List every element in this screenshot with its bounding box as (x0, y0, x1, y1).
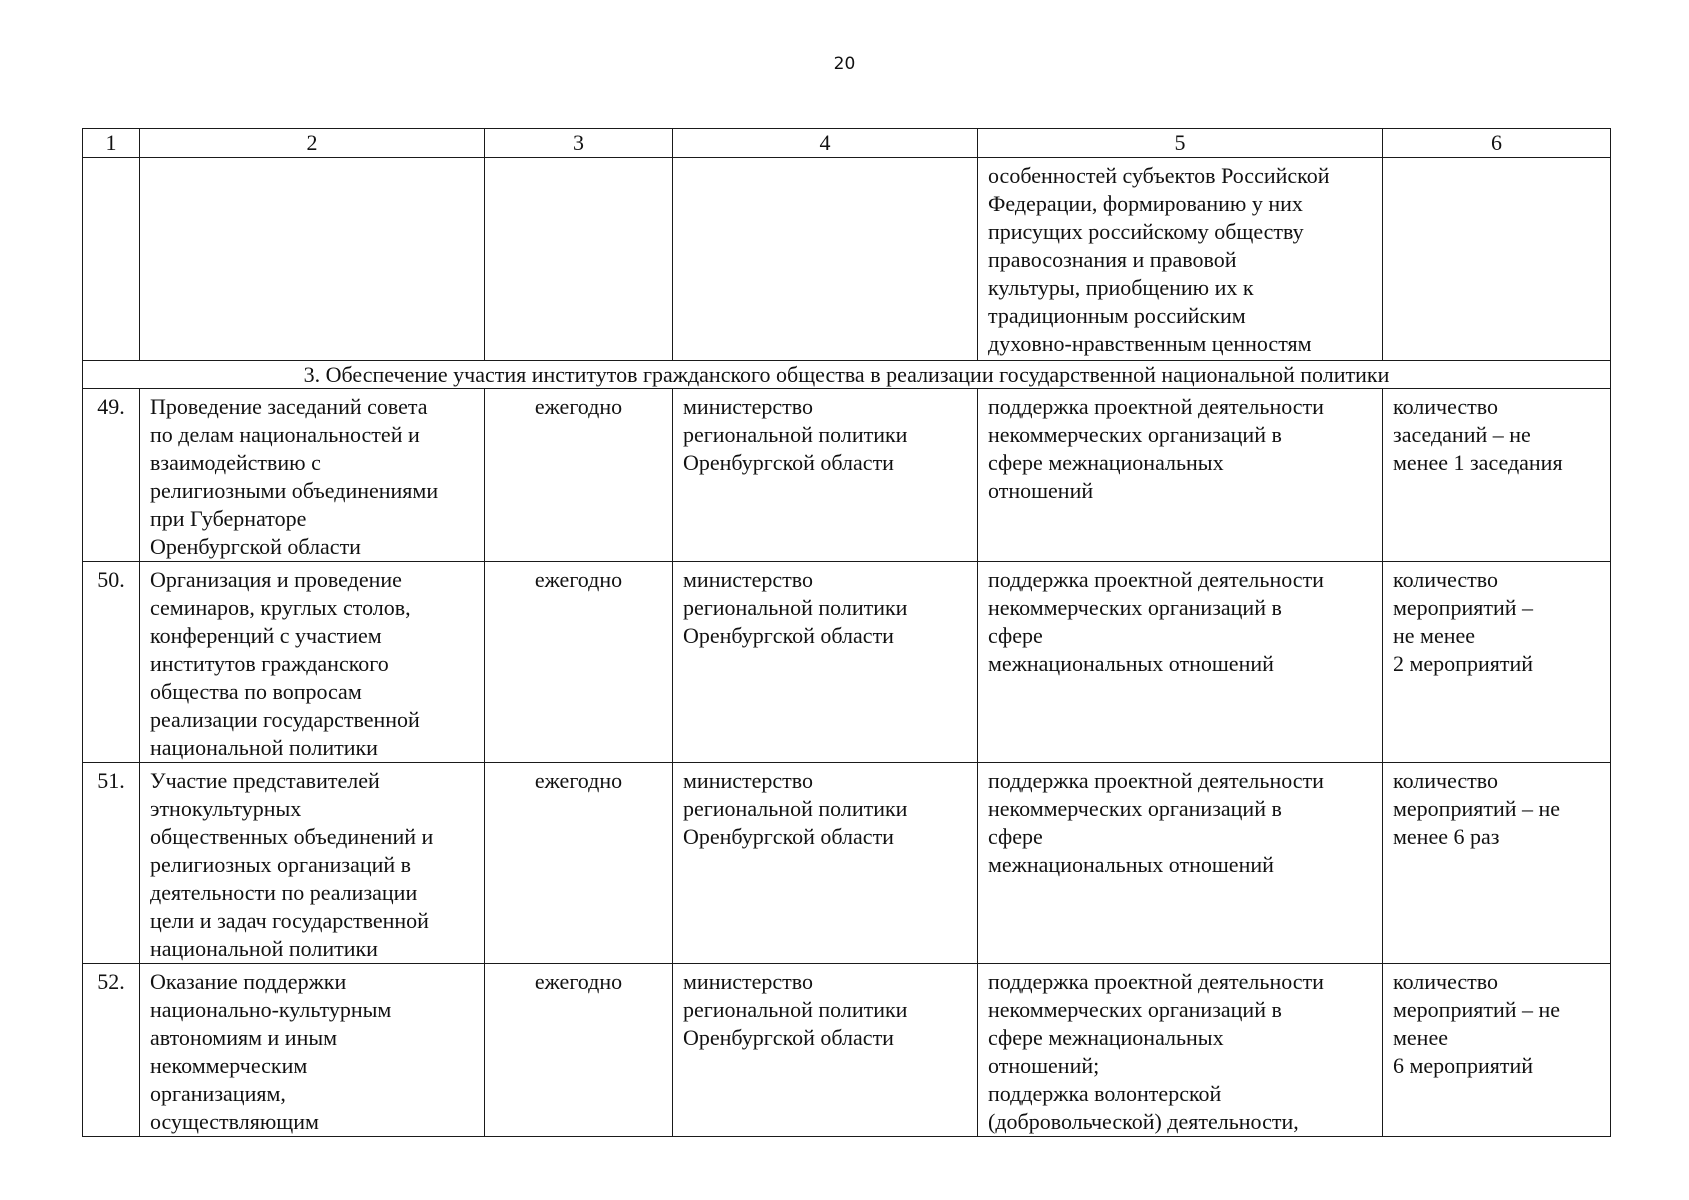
row-number: 49. (83, 389, 140, 562)
column-number: 2 (140, 129, 485, 158)
result-cell: поддержка проектной деятельности некоммерческих организаций в сфере межнациональных отношений (978, 562, 1383, 763)
column-number: 1 (83, 129, 140, 158)
table-row (83, 562, 1611, 763)
period-cell: ежегодно (485, 389, 673, 562)
period-cell: ежегодно (485, 964, 673, 1137)
plan-table (82, 128, 1611, 1137)
activity-cell: Участие представителей этнокультурных общественных объединений и религиозных организаций в деятельности по реализации цели и задач государственной национальной политики (140, 763, 485, 964)
continuation-row (83, 158, 1611, 361)
column-number: 5 (978, 129, 1383, 158)
indicator-cell: количество мероприятий – не менее 2 мероприятий (1383, 562, 1611, 763)
section-title: 3. Обеспечение участия институтов гражданского общества в реализации государственной национальной политики (83, 361, 1611, 389)
continuation-result-cell: особенностей субъектов Российской Федерации, формированию у них присущих российскому обществу правосознания и правовой культуры, приобщению их к традиционным российским духовно-нравственным ценностям (978, 158, 1383, 361)
period-cell: ежегодно (485, 763, 673, 964)
result-cell: поддержка проектной деятельности некоммерческих организаций в сфере межнациональных отношений (978, 763, 1383, 964)
table-row (83, 763, 1611, 964)
indicator-cell: количество мероприятий – не менее 6 мероприятий (1383, 964, 1611, 1137)
row-number: 52. (83, 964, 140, 1137)
indicator-cell: количество мероприятий – не менее 6 раз (1383, 763, 1611, 964)
period-cell: ежегодно (485, 562, 673, 763)
activity-cell: Проведение заседаний совета по делам национальностей и взаимодействию с религиозными объединениями при Губернаторе Оренбургской области (140, 389, 485, 562)
row-number: 50. (83, 562, 140, 763)
activity-cell: Оказание поддержки национально-культурным автономиям и иным некоммерческим организациям, осуществляющим (140, 964, 485, 1137)
continuation-num-cell (83, 158, 140, 361)
table-row (83, 964, 1611, 1137)
executor-cell: министерство региональной политики Оренбургской области (673, 964, 978, 1137)
row-number: 51. (83, 763, 140, 964)
table-row (83, 389, 1611, 562)
section-heading-row (83, 361, 1611, 389)
result-cell: поддержка проектной деятельности некоммерческих организаций в сфере межнациональных отношений; поддержка волонтерской (добровольческой) деятельности, (978, 964, 1383, 1137)
column-numbers-row (83, 129, 1611, 158)
continuation-executor-cell (673, 158, 978, 361)
executor-cell: министерство региональной политики Оренбургской области (673, 562, 978, 763)
result-cell: поддержка проектной деятельности некоммерческих организаций в сфере межнациональных отношений (978, 389, 1383, 562)
column-number: 6 (1383, 129, 1611, 158)
executor-cell: министерство региональной политики Оренбургской области (673, 763, 978, 964)
continuation-indicator-cell (1383, 158, 1611, 361)
activity-cell: Организация и проведение семинаров, круглых столов, конференций с участием институтов гражданского общества по вопросам реализации государственной национальной политики (140, 562, 485, 763)
executor-cell: министерство региональной политики Оренбургской области (673, 389, 978, 562)
column-number: 3 (485, 129, 673, 158)
column-number: 4 (673, 129, 978, 158)
page-number: 20 (833, 54, 856, 74)
indicator-cell: количество заседаний – не менее 1 заседания (1383, 389, 1611, 562)
continuation-period-cell (485, 158, 673, 361)
continuation-activity-cell (140, 158, 485, 361)
